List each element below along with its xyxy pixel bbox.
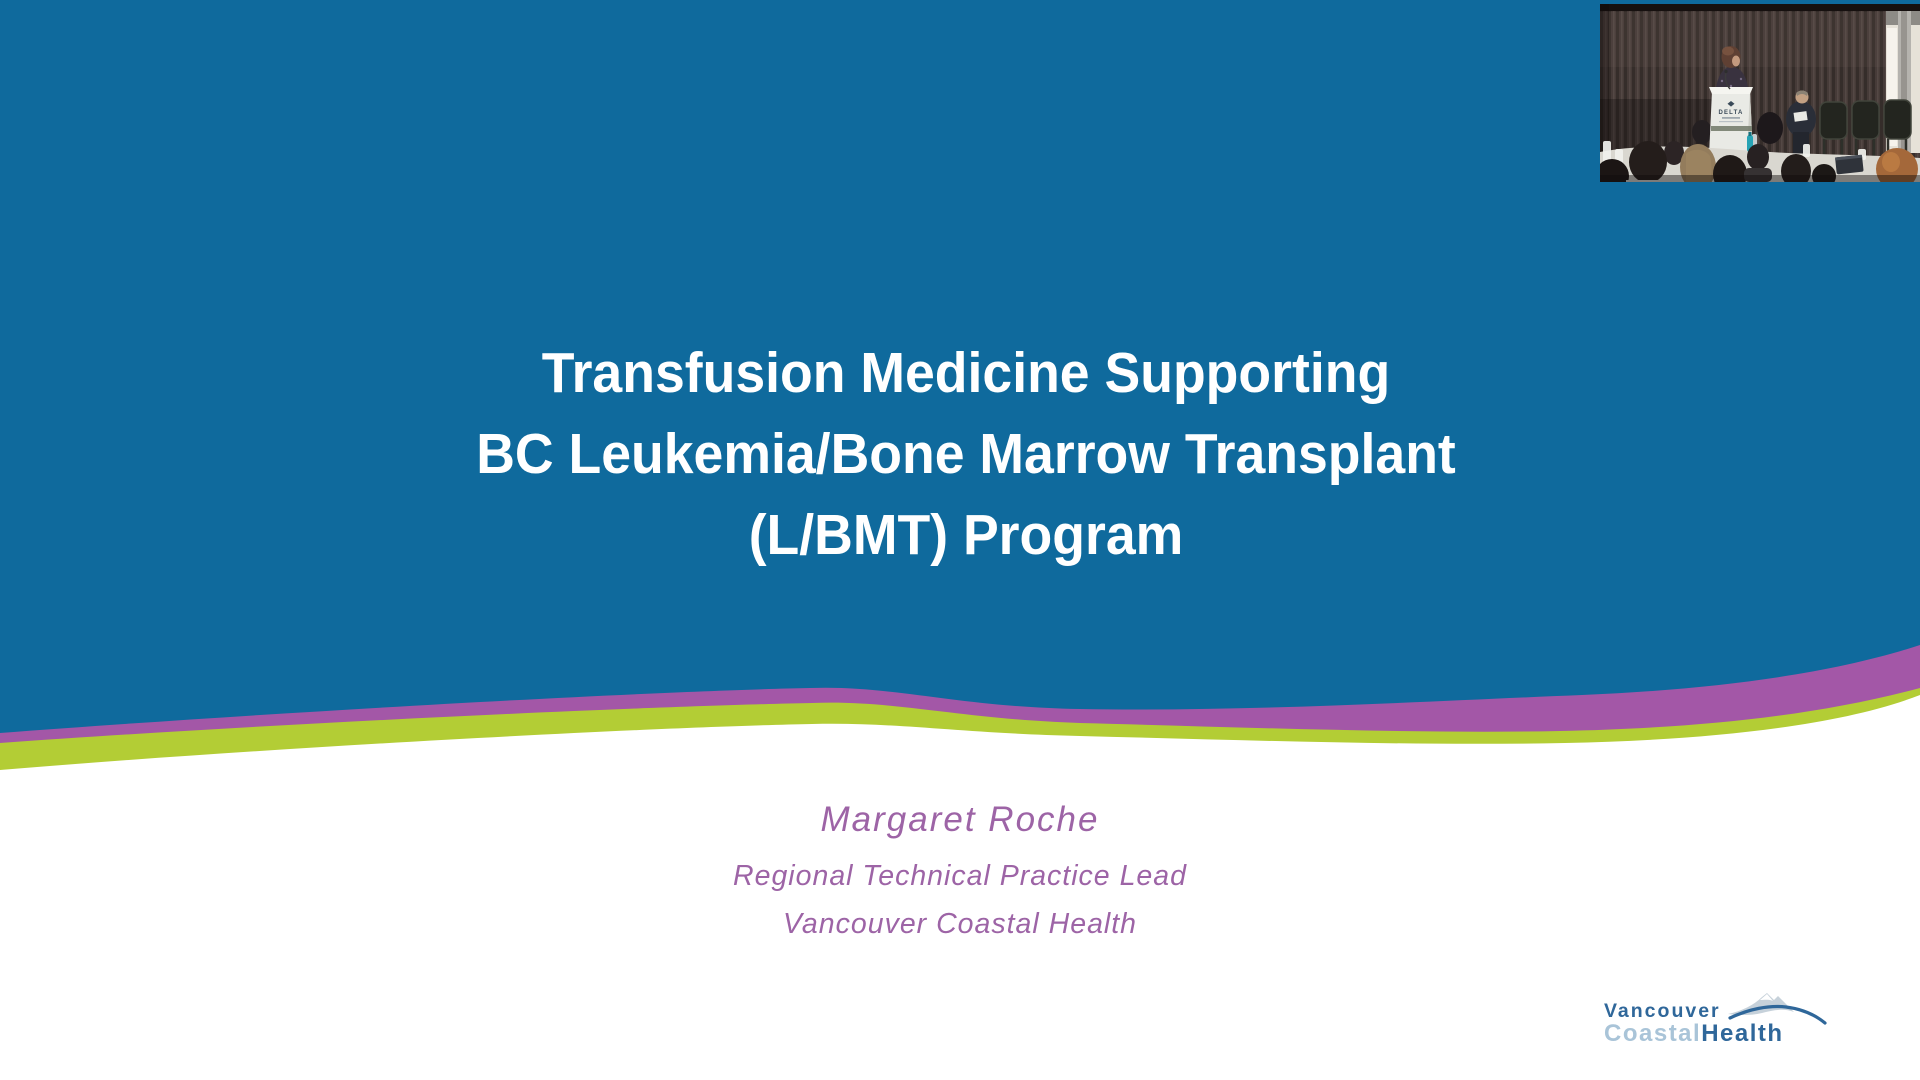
- title-line-2: BC Leukemia/Bone Marrow Transplant: [476, 422, 1456, 486]
- title-line-3: (L/BMT) Program: [748, 503, 1184, 567]
- vch-logo-word-health: Health: [1701, 1020, 1784, 1047]
- slide-title: [0, 333, 1920, 576]
- podium-brand-text: DELTA: [1718, 110, 1744, 116]
- presenter-name: Margaret Roche: [820, 800, 1100, 839]
- laptop: [1835, 155, 1864, 175]
- vch-logo-word-coastal: Coastal: [1604, 1020, 1702, 1047]
- title-line-1: Transfusion Medicine Supporting: [541, 341, 1391, 405]
- presenter-video-feed: [1600, 4, 1920, 182]
- vch-logo-word-vancouver: Vancouver: [1604, 1000, 1721, 1022]
- video-feed-scene: [1600, 4, 1920, 182]
- midground-figure: [1757, 112, 1783, 144]
- midground-figure: [1692, 120, 1712, 144]
- presenter-role: Regional Technical Practice Lead: [733, 860, 1187, 892]
- presenter-block: [0, 794, 1920, 948]
- vch-logo: [1604, 1001, 1844, 1049]
- presenter-organization: Vancouver Coastal Health: [782, 908, 1138, 940]
- vch-logo-word-coastalhealth: [1604, 1022, 1844, 1045]
